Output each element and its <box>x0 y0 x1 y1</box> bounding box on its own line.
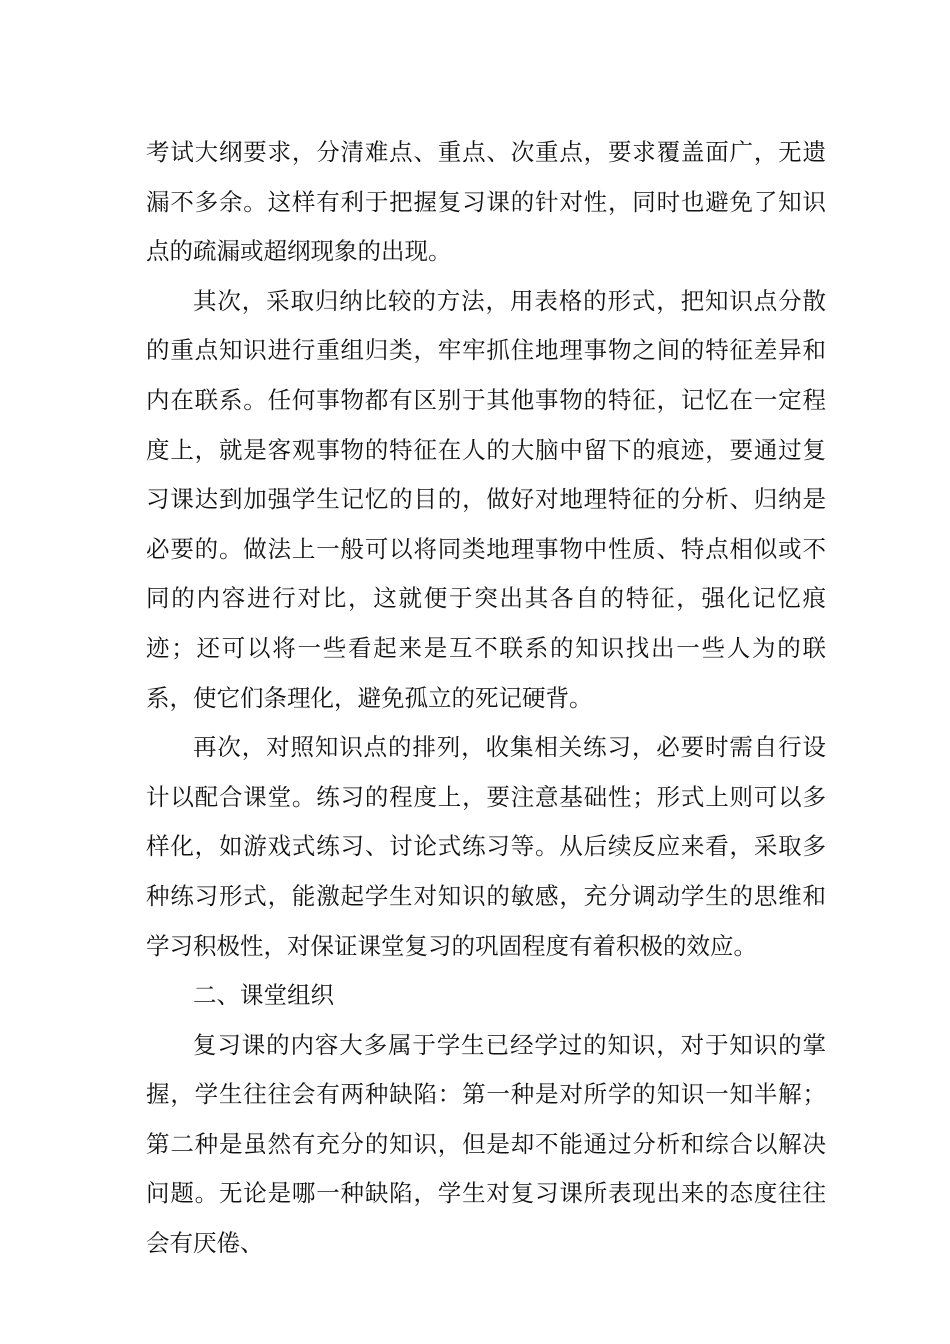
paragraph-review-lesson: 复习课的内容大多属于学生已经学过的知识，对于知识的掌握，学生往往会有两种缺陷：第一种是对所学的知识一知半解；第二种是虽然有充分的知识，但是却不能通过分析和综合以解决问题。无论是哪一种缺陷，学生对复习课所表现出来的态度往往会有厌倦、 <box>146 1030 826 1258</box>
paragraph-thirdly: 再次，对照知识点的排列，收集相关练习，必要时需自行设计以配合课堂。练习的程度上，要注意基础性；形式上则可以多样化，如游戏式练习、讨论式练习等。从后续反应来看，采取多种练习形式，能激起学生对知识的敏感，充分调动学生的思维和学习积极性，对保证课堂复习的巩固程度有着积极的效应。 <box>146 733 826 960</box>
paragraph-secondly: 其次，采取归纳比较的方法，用表格的形式，把知识点分散的重点知识进行重组归类，牢牢抓住地理事物之间的特征差异和内在联系。任何事物都有区别于其他事物的特征，记忆在一定程度上，就是客观事物的特征在人的大脑中留下的痕迹，要通过复习课达到加强学生记忆的目的，做好对地理特征的分析、归纳是必要的。做法上一般可以将同类地理事物中性质、特点相似或不同的内容进行对比，这就便于突出其各自的特征，强化记忆痕迹；还可以将一些看起来是互不联系的知识找出一些人为的联系，使它们条理化，避免孤立的死记硬背。 <box>146 286 826 712</box>
section-heading-classroom-organization: 二、课堂组织 <box>193 981 334 1010</box>
document-body <box>146 128 826 1269</box>
paragraph-continuation: 考试大纲要求，分清难点、重点、次重点，要求覆盖面广，无遗漏不多余。这样有利于把握复习课的针对性，同时也避免了知识点的疏漏或超纲现象的出现。 <box>146 138 826 266</box>
